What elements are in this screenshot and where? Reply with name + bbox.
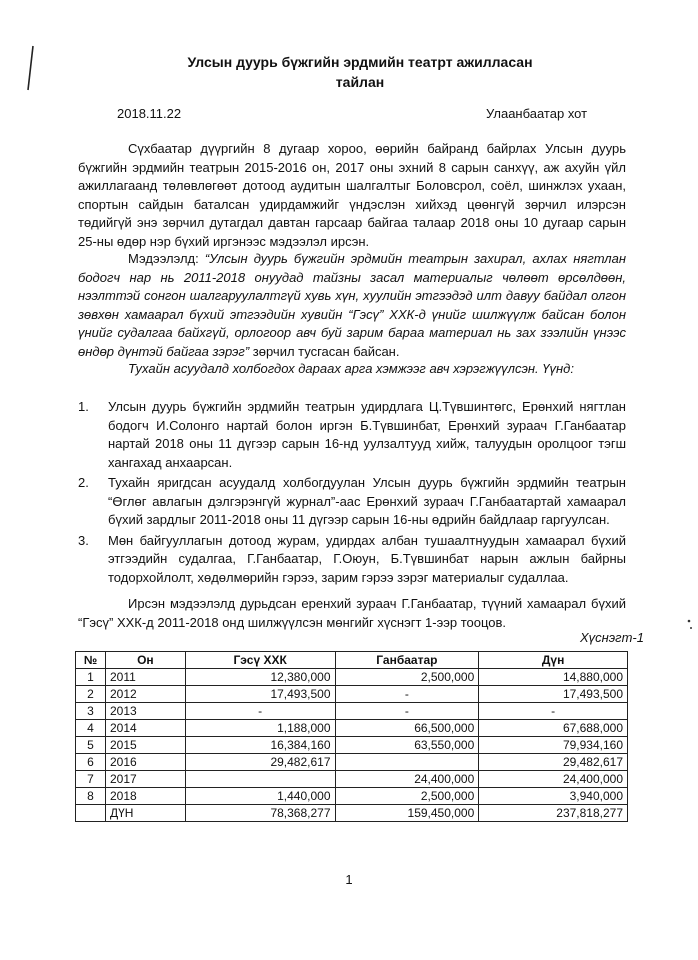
title-line-2: тайлан [335,74,385,90]
intro-paragraph: Сүхбаатар дүүргийн 8 дугаар хороо, өөрийн байранд байрлах Улсын дуурь бүжгийн эрдмийн театрын 2015-2016 он, 2017 оны эхний 8 сарын санхүү, аж ахуйн үйл ажиллагаанд төлөвлөгөөт дотоод аудитын шалгалтыг Боловсрол, соёл, шинжлэх ухаан, спортын сайдын баталсан удирдамжийг үндэслэн хийхэд цөөнгүй зөрчил илэрсэн төдийгүй энэ зөрчил дутагдал давтан гарсаар байгаа талаар 2018 оны 10 дугаар сарын 25-ны өдөр нэр бүхий иргэнээс мэдээлэл ирсэн. [78,141,626,249]
list-item-number: 1. [78,399,89,414]
column-header: Дүн [479,652,628,669]
payments-table [75,651,628,822]
table-cell: ДҮН [105,805,185,822]
table-cell: 7 [76,771,106,788]
table-cell: - [335,703,479,720]
column-header: Гэсү ХХК [185,652,335,669]
table-cell [76,805,106,822]
measures-intro: Тухайн асуудалд холбогдох дараах арга хэмжээг авч хэрэгжүүлсэн. Үүнд: [128,361,574,376]
table-cell: - [335,686,479,703]
table-cell: 2018 [105,788,185,805]
table-cell: 29,482,617 [185,754,335,771]
table-cell: 66,500,000 [335,720,479,737]
table-row [76,771,628,788]
summary-paragraph: Ирсэн мэдээлэлд дурьдсан еренхий зураач Г.Ганбаатар, түүний хамаарал бүхий “Гэсү” ХХК-д 2011-2018 онд шилжүүлсэн мөнгийг хүснэгт 1-ээр тооцов. [78,596,626,630]
document-date: 2018.11.22 [117,106,182,121]
table-cell: 2,500,000 [335,669,479,686]
table-cell: 17,493,500 [185,686,335,703]
table-cell: 159,450,000 [335,805,479,822]
table-cell: 67,688,000 [479,720,628,737]
list-item [78,532,626,588]
table-cell: 16,384,160 [185,737,335,754]
column-header: Ганбаатар [335,652,479,669]
document-title [120,52,600,92]
table-row [76,720,628,737]
list-item-text: Улсын дуурь бүжгийн эрдмийн театрын удирдлага Ц.Түвшинтөгс, Ерөнхий нягтлан бодогч И.Солонго нартай болон иргэн Б.Түвшинбат, Ерөнхий зураач Г.Ганбаатар нартай 2018 оны 11 дүгээр сарын 16-нд уулзалтууд хийж, талуудын оролцоог тэгш хангахад анхаарсан. [108,399,626,470]
table-cell: 6 [76,754,106,771]
table-total-row [76,805,628,822]
info-lead: Мэдээлэлд: [128,251,205,266]
table-header-row [76,652,628,669]
column-header: № [76,652,106,669]
table-cell: 2,500,000 [335,788,479,805]
table-cell: 24,400,000 [335,771,479,788]
list-item-number: 3. [78,532,89,548]
table-row [76,788,628,805]
table-cell: 79,934,160 [479,737,628,754]
table-cell: - [479,703,628,720]
table-cell: 78,368,277 [185,805,335,822]
table-cell: 2011 [105,669,185,686]
table-cell: 2013 [105,703,185,720]
table-cell: 4 [76,720,106,737]
table-cell: 2012 [105,686,185,703]
measures-list [78,398,626,589]
table-cell: 237,818,277 [479,805,628,822]
table-cell: - [185,703,335,720]
table-cell: 14,880,000 [479,669,628,686]
table-cell: 1,188,000 [185,720,335,737]
table-cell: 1,440,000 [185,788,335,805]
info-tail: зөрчил тусгасан байсан. [249,343,400,359]
table-cell: 2014 [105,720,185,737]
table-row [76,703,628,720]
pen-mark-icon [24,44,38,92]
table-cell: 2015 [105,737,185,754]
table-caption: Хүснэгт-1 [579,630,644,645]
table-cell: 3 [76,703,106,720]
info-quote: “Улсын дуурь бүжгийн эрдмийн театрын захирал, ахлах нягтлан бодогч нар нь 2011-2018 онуудад тайзны засал материалыг чөлөөт өрсөлдөөн, нээлттэй сонгон шалгаруулалтгүй хувь хүн, хуулийн этгээдэд илт давуу байдал олгон зөвхөн хамаарал бүхий этгээдийн хувийн “Гэсү” ХХК-д үнийг шилжүүлж байсан болон үнийг судалгаа байхгүй, орлогоор авч буй зарим бараа материал нь зах зээлийн үнээс өндөр дүнтэй байгаа зэрэг” [78,251,626,359]
list-item-number: 2. [78,475,89,490]
table-row [76,754,628,771]
list-item-text: Мөн байгууллагын дотоод журам, удирдах албан тушаалтнуудын хамаарал бүхий этгээдийн судалгаа, Г.Ганбаатар, Г.Оюун, Б.Түвшинбат нарын ажлын байрны тодорхойлолт, хөдөлмөрийн гэрээ, зарим гэрээ зэрэг материалыг судаллаа. [108,532,626,585]
list-item [78,398,626,472]
table-cell [335,754,479,771]
table-cell: 8 [76,788,106,805]
table-cell: 5 [76,737,106,754]
table-row [76,737,628,754]
scan-speck-icon [686,618,694,632]
document-place: Улаанбаатар хот [486,106,588,121]
info-paragraph [78,250,626,361]
table-cell: 29,482,617 [479,754,628,771]
list-item-text: Тухайн яригдсан асуудалд холбогдуулан Улсын дуурь бүжгийн эрдмийн театрын “Өглөг авлагын дэлгэрэнгүй журнал”-аас Ерөнхий зураач Г.Ганбаатартай хамаарал бүхий зардлыг 2011-2018 оны 11 дүгээр сарын 16-ны өдрийн байдлаар гаргуулсан. [108,475,626,527]
column-header: Он [105,652,185,669]
list-item [78,474,626,530]
table-cell: 1 [76,669,106,686]
table-cell [185,771,335,788]
table-row [76,686,628,703]
table-cell: 3,940,000 [479,788,628,805]
table-cell: 63,550,000 [335,737,479,754]
table-cell: 24,400,000 [479,771,628,788]
table-cell: 2017 [105,771,185,788]
table-cell: 2 [76,686,106,703]
title-line-1: Улсын дуурь бүжгийн эрдмийн театрт ажилласан [187,54,533,70]
page-number: 1 [345,872,353,887]
table-cell: 2016 [105,754,185,771]
table-cell: 12,380,000 [185,669,335,686]
table-row [76,669,628,686]
table-cell: 17,493,500 [479,686,628,703]
